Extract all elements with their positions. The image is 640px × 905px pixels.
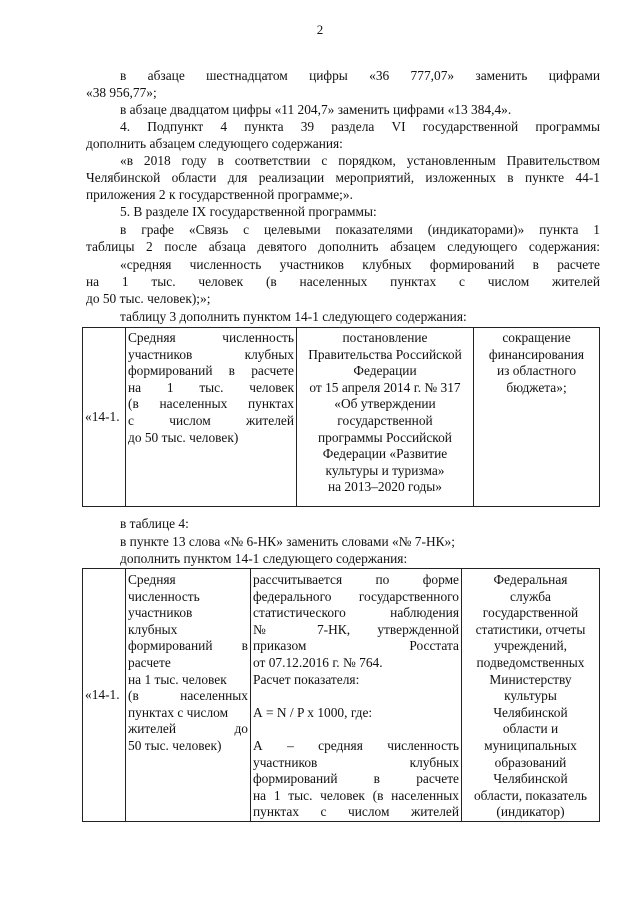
page-number: 2 [316, 22, 324, 37]
source-cell [297, 328, 474, 507]
cell-line: Средняя численность [128, 330, 294, 345]
cell-line: участников [128, 605, 193, 621]
paragraph-line: дополнить пунктом 14-1 следующего содержания: [120, 551, 408, 566]
cell-line: формирований в расчете [253, 771, 459, 787]
table-3 [82, 327, 600, 507]
cell-line: Челябинской [493, 771, 568, 787]
indicator-cell [126, 569, 251, 822]
cell-line: А – средняя численность [253, 737, 459, 753]
cell-line: 50 тыс. человек) [128, 737, 222, 753]
paragraph-line: 5. В разделе IX государственной программы: [120, 204, 377, 219]
paragraph-line: таблицы 2 после абзаца девятого дополнить абзацем следующего содержания: [86, 239, 600, 254]
cell-line: сокращение [502, 330, 571, 345]
calculation-cell [251, 569, 462, 822]
paragraph-line: в абзаце двадцатом цифры «11 204,7» заменить цифрами «13 384,4». [120, 102, 512, 117]
paragraph-line: в пункте 13 слова «№ 6-НК» заменить словами «№ 7-НК»; [120, 534, 455, 549]
paragraph-line: в таблице 4: [120, 516, 189, 531]
cell-line: Средняя [128, 572, 176, 587]
cell-line: от 07.12.2016 г. № 764. [253, 654, 383, 670]
cell-line: «Об утверждении [334, 396, 436, 412]
row-number-text: «14-1. [85, 686, 120, 702]
cell-line: (в населенных [128, 688, 248, 704]
paragraph-line: «средняя численность участников клубных формирований в расчете [120, 257, 600, 272]
cell-line: численность [128, 588, 200, 604]
cell-line: с числом жителей [128, 412, 294, 428]
cell-line: на 1 тыс. человек [128, 379, 294, 395]
cell-line: области, показатель [473, 787, 588, 803]
cell-line: бюджета»; [506, 379, 567, 395]
cell-line: рассчитывается по форме [253, 572, 459, 587]
paragraph-line: «в 2018 году в соответствии с порядком, установленным Правительством [120, 153, 600, 168]
cell-line: программы Российской [318, 429, 452, 445]
cell-line: образований [494, 754, 567, 770]
paragraph-line: Челябинской области для реализации мероприятий, изложенных в пункте 44-1 [86, 170, 600, 185]
cell-line: Федерации «Развитие [322, 446, 448, 462]
cell-line: на 2013–2020 годы» [327, 479, 443, 495]
paragraph-line: дополнить абзацем следующего содержания: [86, 136, 343, 151]
cell-line: пунктах с числом жителей [253, 804, 459, 820]
cell-line: Челябинской [493, 704, 568, 720]
cell-line: № 7-НК, утвержденной [253, 621, 459, 637]
cell-line: формирований в расчете [128, 363, 294, 379]
cell-line: (индикатор) [496, 804, 565, 820]
formula: А = N / P x 1000, где: [253, 704, 373, 720]
cell-line: статистического наблюдения [253, 605, 459, 621]
paragraph-line: на 1 тыс. человек (в населенных пунктах с числом жителей [86, 274, 600, 289]
cell-line: культуры и туризма» [325, 462, 445, 478]
paragraph-line: 4. Подпункт 4 пункта 39 раздела VI государственной программы [120, 119, 600, 134]
cell-line: клубных [128, 621, 178, 637]
consequence-cell [474, 328, 600, 507]
cell-line: культуры [504, 688, 557, 704]
responsible-cell [462, 569, 600, 822]
cell-line: Федерации [353, 363, 417, 379]
cell-line: жителей до [128, 721, 248, 737]
cell-line [253, 721, 459, 738]
cell-line: финансирования [488, 346, 585, 362]
cell-line: до 50 тыс. человек) [128, 429, 239, 445]
cell-line: федерального государственного [253, 588, 459, 604]
indicator-cell [126, 328, 297, 507]
table-row [83, 328, 600, 507]
cell-line: на 1 тыс. человек (в населенных [253, 787, 459, 803]
row-number [83, 569, 126, 822]
cell-line: подведомственных [476, 654, 585, 670]
cell-line: Министерству [489, 671, 572, 687]
cell-line: постановление [342, 330, 428, 345]
cell-line: области и [502, 721, 559, 737]
table-row [83, 569, 600, 822]
cell-line: формирований в [128, 638, 248, 654]
paragraph-line: приложения 2 к государственной программе;». [86, 187, 353, 202]
cell-line: пунктах с числом [128, 704, 229, 720]
paragraph-line: в абзаце шестнадцатом цифры «36 777,07» заменить цифрами [120, 68, 600, 83]
cell-line: Правительства Российской [308, 346, 462, 362]
cell-line: (в населенных пунктах [128, 396, 294, 412]
cell-line: из областного [496, 363, 577, 379]
cell-line: Федеральная [493, 572, 568, 587]
cell-line [253, 688, 459, 705]
cell-line: участников клубных [253, 754, 459, 770]
cell-line: Расчет показателя: [253, 671, 360, 687]
cell-line: расчете [128, 654, 171, 670]
row-number [83, 328, 126, 507]
cell-line: государственной [337, 412, 433, 428]
cell-line: на 1 тыс. человек [128, 671, 227, 687]
paragraph-line: «38 956,77»; [86, 85, 157, 100]
cell-line: муниципальных [484, 737, 577, 753]
cell-line: учреждений, [494, 638, 567, 654]
row-number-text: «14-1. [85, 408, 120, 424]
table-4 [82, 568, 600, 822]
paragraph-line: таблицу 3 дополнить пунктом 14-1 следующего содержания: [120, 309, 467, 324]
cell-line: государственной [482, 605, 579, 621]
cell-line: служба [510, 588, 551, 604]
cell-line: приказом Росстата [253, 638, 459, 654]
paragraph-line: в графе «Связь с целевыми показателями (индикаторами)» пункта 1 [120, 222, 600, 237]
paragraph-line: до 50 тыс. человек);»; [86, 291, 211, 306]
cell-line: статистики, отчеты [475, 621, 586, 637]
cell-line: от 15 апреля 2014 г. № 317 [309, 379, 461, 395]
cell-line: участников клубных [128, 346, 294, 362]
